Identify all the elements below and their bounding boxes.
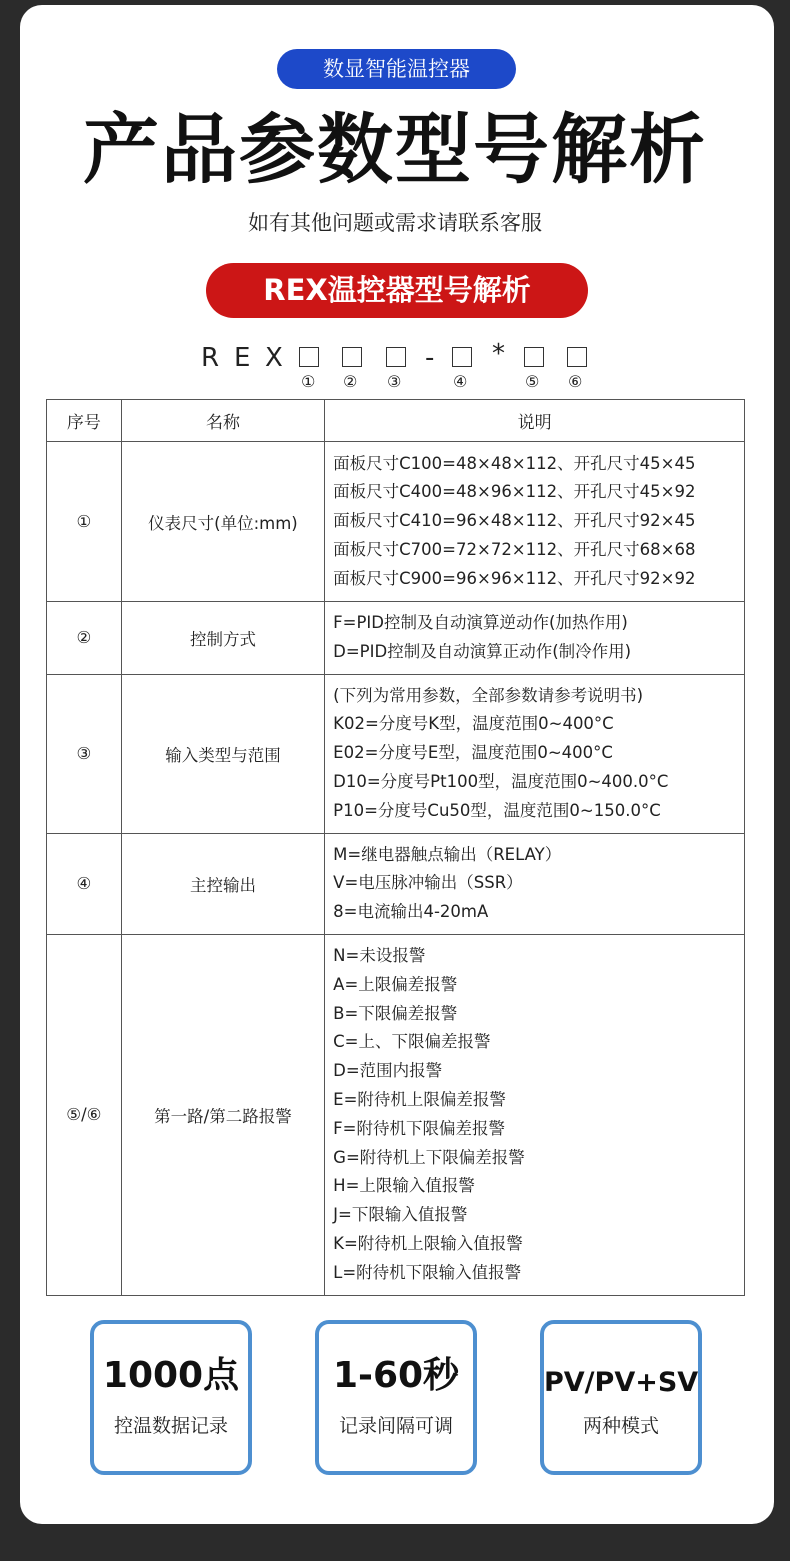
header-desc: 说明 <box>325 400 745 442</box>
desc-line: N=未设报警 <box>333 945 426 965</box>
table-row <box>47 442 745 602</box>
feature-label: 两种模式 <box>582 1415 659 1437</box>
table-row <box>47 833 745 934</box>
product-badge: 数显智能温控器 <box>277 49 516 89</box>
slot-marker: ⑥ <box>568 372 583 391</box>
row-no: ⑤/⑥ <box>47 934 122 1295</box>
row-desc <box>325 674 745 833</box>
model-letter: X <box>265 343 283 373</box>
table-header-row <box>47 400 745 442</box>
desc-line: 面板尺寸C410=96×48×112、开孔尺寸92×45 <box>333 511 696 531</box>
row-desc <box>325 442 745 602</box>
desc-line: K02=分度号K型，温度范围0~400°C <box>333 714 614 734</box>
row-desc <box>325 833 745 934</box>
row-name: 输入类型与范围 <box>121 674 324 833</box>
desc-line: E=附待机上限偏差报警 <box>333 1089 506 1109</box>
row-desc <box>325 602 745 675</box>
desc-line: 面板尺寸C700=72×72×112、开孔尺寸68×68 <box>333 539 696 559</box>
table-row <box>47 674 745 833</box>
desc-line: E02=分度号E型，温度范围0~400°C <box>333 743 613 763</box>
page-subtitle: 如有其他问题或需求请联系客服 <box>248 211 542 235</box>
code-slot-box <box>342 347 362 367</box>
slot-marker: ① <box>301 372 316 391</box>
slot-marker: ⑤ <box>525 372 540 391</box>
row-name: 主控输出 <box>121 833 324 934</box>
model-letter: E <box>234 343 251 373</box>
code-slot-box <box>452 347 472 367</box>
model-star: * <box>492 339 505 369</box>
feature-card-interval <box>315 1320 477 1475</box>
code-slot-box <box>567 347 587 367</box>
table-row <box>47 934 745 1295</box>
desc-line: B=下限偏差报警 <box>333 1003 458 1023</box>
desc-line: H=上限输入值报警 <box>333 1176 475 1196</box>
desc-line: D10=分度号Pt100型，温度范围0~400.0°C <box>333 771 669 791</box>
row-name: 第一路/第二路报警 <box>121 934 324 1295</box>
row-name: 仪表尺寸(单位:mm) <box>121 442 324 602</box>
desc-line: P10=分度号Cu50型，温度范围0~150.0°C <box>333 800 661 820</box>
feature-label: 记录间隔可调 <box>338 1415 453 1437</box>
feature-value: PV/PV+SV <box>544 1367 699 1398</box>
desc-line: C=上、下限偏差报警 <box>333 1032 491 1052</box>
model-code-diagram <box>0 338 790 396</box>
row-no: ① <box>47 442 122 602</box>
row-name: 控制方式 <box>121 602 324 675</box>
slot-marker: ③ <box>387 372 402 391</box>
desc-line: D=PID控制及自动演算正动作(制冷作用) <box>333 641 632 661</box>
desc-line: D=范围内报警 <box>333 1061 443 1081</box>
feature-value: 1000点 <box>102 1355 240 1396</box>
row-desc <box>325 934 745 1295</box>
feature-label: 控温数据记录 <box>113 1415 228 1437</box>
desc-line: (下列为常用参数，全部参数请参考说明书) <box>333 685 644 705</box>
desc-line: 面板尺寸C900=96×96×112、开孔尺寸92×92 <box>333 568 696 588</box>
desc-line: F=附待机下限偏差报警 <box>333 1118 505 1138</box>
feature-cards <box>0 1320 790 1475</box>
code-slot-box <box>386 347 406 367</box>
desc-line: 面板尺寸C400=48×96×112、开孔尺寸45×92 <box>333 482 696 502</box>
row-no: ④ <box>47 833 122 934</box>
desc-line: M=继电器触点输出（RELAY） <box>333 844 562 864</box>
desc-line: 8=电流输出4-20mA <box>333 902 489 922</box>
feature-value: 1-60秒 <box>332 1355 460 1396</box>
code-slot-box <box>299 347 319 367</box>
section-label: REX温控器型号解析 <box>206 263 588 318</box>
page-title: 产品参数型号解析 <box>83 105 707 194</box>
desc-line: A=上限偏差报警 <box>333 974 458 994</box>
feature-card-modes <box>540 1320 702 1475</box>
desc-line: L=附待机下限输入值报警 <box>333 1262 522 1282</box>
header-no: 序号 <box>47 400 122 442</box>
desc-line: J=下限输入值报警 <box>333 1205 468 1225</box>
feature-card-records <box>90 1320 252 1475</box>
code-slot-box <box>524 347 544 367</box>
slot-marker: ② <box>343 372 358 391</box>
model-dash: - <box>425 343 435 373</box>
desc-line: G=附待机上下限偏差报警 <box>333 1147 525 1167</box>
header-name: 名称 <box>121 400 324 442</box>
row-no: ② <box>47 602 122 675</box>
desc-line: 面板尺寸C100=48×48×112、开孔尺寸45×45 <box>333 453 696 473</box>
row-no: ③ <box>47 674 122 833</box>
desc-line: F=PID控制及自动演算逆动作(加热作用) <box>333 613 628 632</box>
spec-table <box>46 399 745 1296</box>
table-row <box>47 602 745 675</box>
model-letter: R <box>201 343 220 373</box>
desc-line: K=附待机上限输入值报警 <box>333 1233 523 1253</box>
desc-line: V=电压脉冲输出（SSR） <box>333 873 523 893</box>
slot-marker: ④ <box>453 372 468 391</box>
